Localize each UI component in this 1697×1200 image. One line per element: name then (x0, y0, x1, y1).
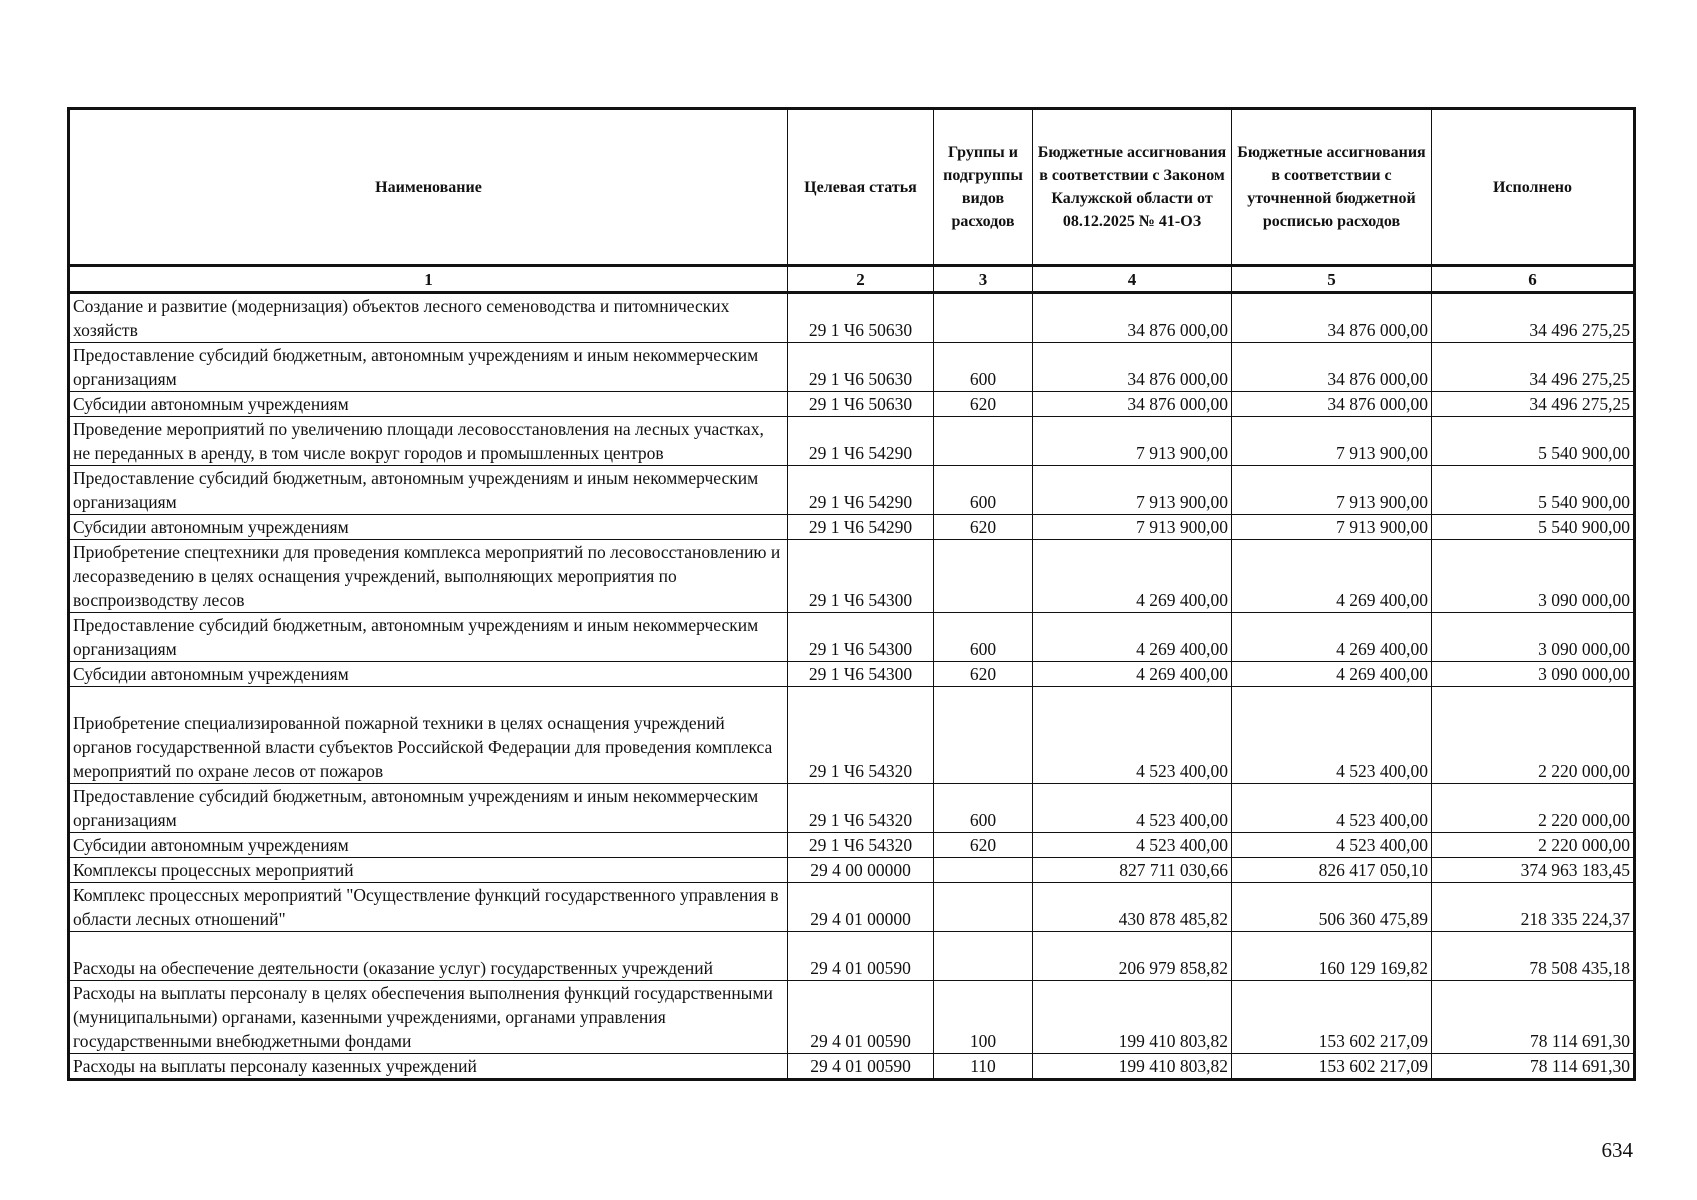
table-row (69, 883, 1635, 932)
row-expense-group (934, 883, 1033, 932)
row-law-amount: 4 269 400,00 (1033, 613, 1232, 662)
row-refined-amount: 4 269 400,00 (1232, 540, 1432, 613)
header-expense-groups: Группы и подгруппы видов расходов (934, 109, 1033, 266)
row-executed-amount: 34 496 275,25 (1432, 293, 1635, 343)
header-executed: Исполнено (1432, 109, 1635, 266)
row-target-article: 29 4 01 00000 (788, 883, 934, 932)
column-number: 5 (1232, 266, 1432, 293)
row-expense-group: 600 (934, 343, 1033, 392)
page-number: 634 (1601, 1138, 1633, 1162)
table-row (69, 833, 1635, 858)
row-target-article: 29 4 01 00590 (788, 981, 934, 1054)
table-row (69, 858, 1635, 883)
row-name: Предоставление субсидий бюджетным, автономным учреждениям и иным некоммерческим организациям (69, 613, 788, 662)
row-law-amount: 34 876 000,00 (1033, 392, 1232, 417)
row-executed-amount: 5 540 900,00 (1432, 466, 1635, 515)
row-name: Комплексы процессных мероприятий (69, 858, 788, 883)
row-target-article: 29 1 Ч6 50630 (788, 343, 934, 392)
row-refined-amount: 34 876 000,00 (1232, 392, 1432, 417)
row-name: Субсидии автономным учреждениям (69, 392, 788, 417)
row-expense-group: 600 (934, 784, 1033, 833)
row-law-amount: 4 523 400,00 (1033, 784, 1232, 833)
row-law-amount: 34 876 000,00 (1033, 293, 1232, 343)
row-expense-group: 600 (934, 613, 1033, 662)
table-row (69, 293, 1635, 343)
table-row (69, 343, 1635, 392)
row-expense-group: 110 (934, 1054, 1033, 1080)
table-row (69, 540, 1635, 613)
row-name: Расходы на выплаты персоналу в целях обеспечения выполнения функций государственными (муниципальными) органами, казенными учреждениями, органами управления государственными внебюджетными фондами (69, 981, 788, 1054)
row-law-amount: 199 410 803,82 (1033, 1054, 1232, 1080)
row-refined-amount: 4 523 400,00 (1232, 833, 1432, 858)
row-expense-group: 620 (934, 515, 1033, 540)
row-target-article: 29 1 Ч6 54290 (788, 466, 934, 515)
row-law-amount: 206 979 858,82 (1033, 932, 1232, 981)
row-executed-amount: 218 335 224,37 (1432, 883, 1635, 932)
row-name: Предоставление субсидий бюджетным, автономным учреждениям и иным некоммерческим организациям (69, 466, 788, 515)
row-name: Субсидии автономным учреждениям (69, 833, 788, 858)
row-law-amount: 430 878 485,82 (1033, 883, 1232, 932)
row-executed-amount: 78 114 691,30 (1432, 1054, 1635, 1080)
row-name: Расходы на обеспечение деятельности (оказание услуг) государственных учреждений (69, 932, 788, 981)
table-row (69, 515, 1635, 540)
row-law-amount: 4 269 400,00 (1033, 540, 1232, 613)
row-name: Предоставление субсидий бюджетным, автономным учреждениям и иным некоммерческим организациям (69, 343, 788, 392)
row-target-article: 29 4 01 00590 (788, 1054, 934, 1080)
row-name: Проведение мероприятий по увеличению площади лесовосстановления на лесных участках, не переданных в аренду, в том числе вокруг городов и промышленных центров (69, 417, 788, 466)
row-law-amount: 7 913 900,00 (1033, 417, 1232, 466)
row-refined-amount: 506 360 475,89 (1232, 883, 1432, 932)
row-executed-amount: 2 220 000,00 (1432, 687, 1635, 784)
row-name: Приобретение спецтехники для проведения комплекса мероприятий по лесовосстановлению и лесоразведению в целях оснащения учреждений, выполняющих мероприятия по воспроизводству лесов (69, 540, 788, 613)
row-expense-group (934, 858, 1033, 883)
table-row (69, 687, 1635, 784)
row-name: Комплекс процессных мероприятий "Осуществление функций государственного управления в области лесных отношений" (69, 883, 788, 932)
row-refined-amount: 153 602 217,09 (1232, 981, 1432, 1054)
table-header-row (69, 109, 1635, 266)
row-executed-amount: 34 496 275,25 (1432, 343, 1635, 392)
row-target-article: 29 1 Ч6 50630 (788, 293, 934, 343)
row-executed-amount: 3 090 000,00 (1432, 540, 1635, 613)
row-expense-group: 600 (934, 466, 1033, 515)
table-body (69, 293, 1635, 1080)
row-target-article: 29 1 Ч6 54320 (788, 833, 934, 858)
row-refined-amount: 34 876 000,00 (1232, 293, 1432, 343)
row-refined-amount: 4 269 400,00 (1232, 613, 1432, 662)
row-refined-amount: 153 602 217,09 (1232, 1054, 1432, 1080)
row-expense-group (934, 687, 1033, 784)
row-law-amount: 7 913 900,00 (1033, 466, 1232, 515)
row-executed-amount: 2 220 000,00 (1432, 833, 1635, 858)
column-number: 6 (1432, 266, 1635, 293)
row-executed-amount: 5 540 900,00 (1432, 515, 1635, 540)
row-executed-amount: 3 090 000,00 (1432, 662, 1635, 687)
row-expense-group (934, 293, 1033, 343)
row-refined-amount: 34 876 000,00 (1232, 343, 1432, 392)
table-row (69, 932, 1635, 981)
table-row (69, 1054, 1635, 1080)
row-expense-group (934, 540, 1033, 613)
row-target-article: 29 1 Ч6 54300 (788, 662, 934, 687)
table-row (69, 417, 1635, 466)
row-refined-amount: 4 523 400,00 (1232, 687, 1432, 784)
column-number: 2 (788, 266, 934, 293)
table-row (69, 981, 1635, 1054)
row-target-article: 29 1 Ч6 54300 (788, 613, 934, 662)
row-target-article: 29 1 Ч6 50630 (788, 392, 934, 417)
column-number-row (69, 266, 1635, 293)
row-name: Предоставление субсидий бюджетным, автономным учреждениям и иным некоммерческим организациям (69, 784, 788, 833)
table-row (69, 392, 1635, 417)
row-law-amount: 4 269 400,00 (1033, 662, 1232, 687)
row-name: Субсидии автономным учреждениям (69, 662, 788, 687)
row-law-amount: 34 876 000,00 (1033, 343, 1232, 392)
row-executed-amount: 78 114 691,30 (1432, 981, 1635, 1054)
row-executed-amount: 374 963 183,45 (1432, 858, 1635, 883)
row-expense-group: 620 (934, 392, 1033, 417)
row-executed-amount: 3 090 000,00 (1432, 613, 1635, 662)
row-executed-amount: 2 220 000,00 (1432, 784, 1635, 833)
row-expense-group (934, 417, 1033, 466)
row-expense-group: 620 (934, 833, 1033, 858)
table-row (69, 613, 1635, 662)
row-law-amount: 7 913 900,00 (1033, 515, 1232, 540)
row-name: Субсидии автономным учреждениям (69, 515, 788, 540)
table-row (69, 466, 1635, 515)
row-law-amount: 4 523 400,00 (1033, 833, 1232, 858)
row-name: Приобретение специализированной пожарной техники в целях оснащения учреждений органов государственной власти субъектов Российской Федерации для проведения комплекса мероприятий по охране лесов от пожаров (69, 687, 788, 784)
row-refined-amount: 7 913 900,00 (1232, 466, 1432, 515)
budget-table (67, 107, 1636, 1081)
row-target-article: 29 4 01 00590 (788, 932, 934, 981)
table-row (69, 784, 1635, 833)
row-name: Расходы на выплаты персоналу казенных учреждений (69, 1054, 788, 1080)
row-law-amount: 199 410 803,82 (1033, 981, 1232, 1054)
header-refined-appropriations: Бюджетные ассигнования в соответствии с уточненной бюджетной росписью расходов (1232, 109, 1432, 266)
row-target-article: 29 1 Ч6 54320 (788, 784, 934, 833)
row-law-amount: 4 523 400,00 (1033, 687, 1232, 784)
row-executed-amount: 5 540 900,00 (1432, 417, 1635, 466)
row-expense-group: 620 (934, 662, 1033, 687)
header-target-article: Целевая статья (788, 109, 934, 266)
row-law-amount: 827 711 030,66 (1033, 858, 1232, 883)
row-target-article: 29 1 Ч6 54300 (788, 540, 934, 613)
row-target-article: 29 1 Ч6 54290 (788, 417, 934, 466)
column-number: 4 (1033, 266, 1232, 293)
column-number: 1 (69, 266, 788, 293)
row-refined-amount: 4 523 400,00 (1232, 784, 1432, 833)
row-expense-group (934, 932, 1033, 981)
row-name: Создание и развитие (модернизация) объектов лесного семеноводства и питомнических хозяйств (69, 293, 788, 343)
table-row (69, 662, 1635, 687)
row-refined-amount: 826 417 050,10 (1232, 858, 1432, 883)
header-name: Наименование (69, 109, 788, 266)
column-number: 3 (934, 266, 1033, 293)
row-refined-amount: 4 269 400,00 (1232, 662, 1432, 687)
row-executed-amount: 78 508 435,18 (1432, 932, 1635, 981)
row-executed-amount: 34 496 275,25 (1432, 392, 1635, 417)
row-refined-amount: 7 913 900,00 (1232, 515, 1432, 540)
row-refined-amount: 7 913 900,00 (1232, 417, 1432, 466)
row-target-article: 29 1 Ч6 54320 (788, 687, 934, 784)
row-target-article: 29 4 00 00000 (788, 858, 934, 883)
row-expense-group: 100 (934, 981, 1033, 1054)
row-target-article: 29 1 Ч6 54290 (788, 515, 934, 540)
header-law-appropriations: Бюджетные ассигнования в соответствии с Законом Калужской области от 08.12.2025 № 41-ОЗ (1033, 109, 1232, 266)
row-refined-amount: 160 129 169,82 (1232, 932, 1432, 981)
